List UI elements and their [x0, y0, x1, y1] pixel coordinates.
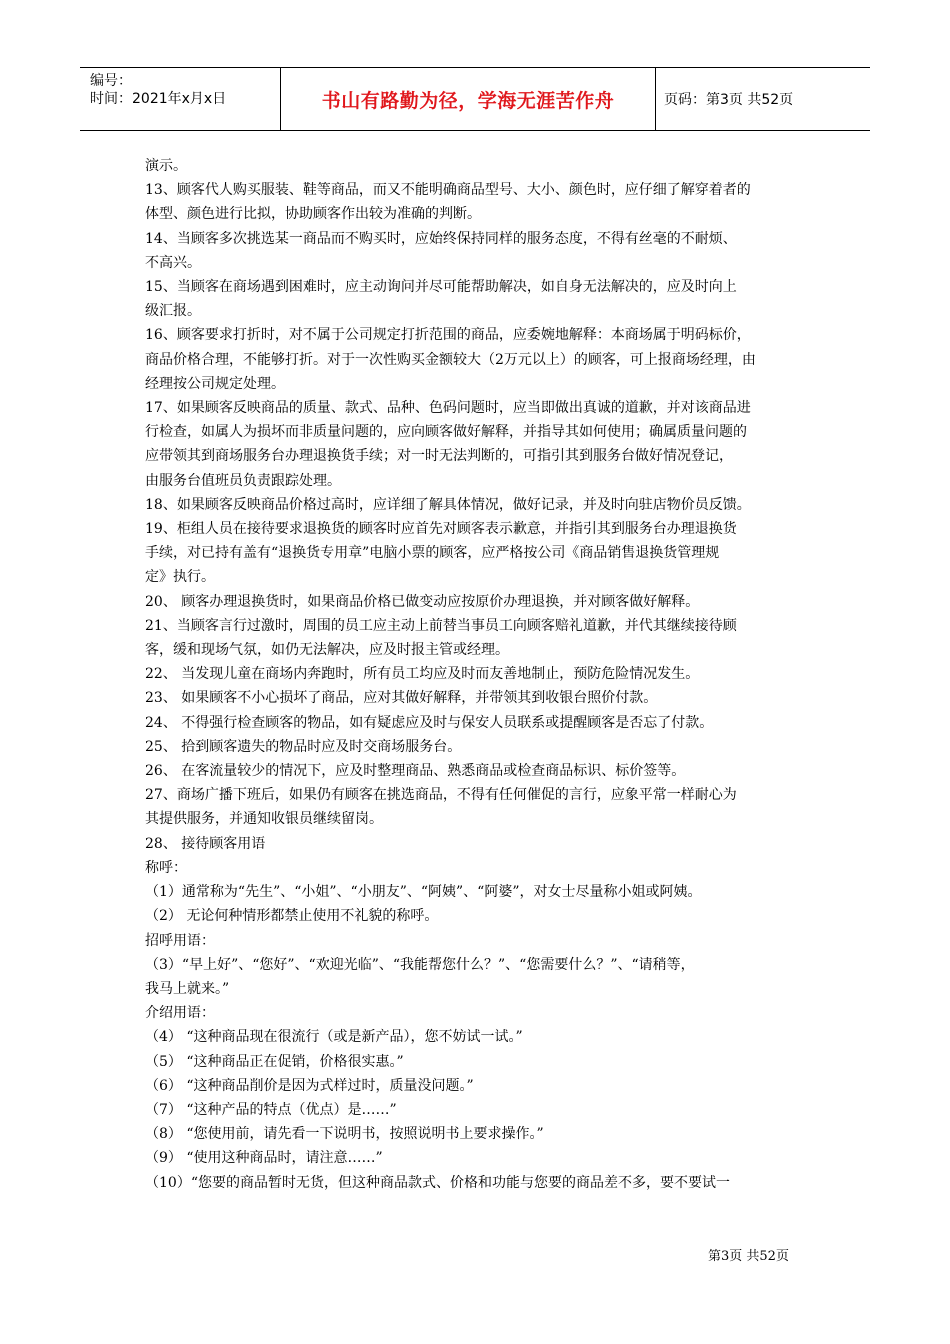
body-line: 手续，对已持有盖有“退换货专用章”电脑小票的顾客，应严格按公司《商品销售退换货管理规 [145, 545, 720, 562]
body-line: （8） “您使用前，请先看一下说明书，按照说明书上要求操作。” [145, 1126, 544, 1143]
body-line: 13、顾客代人购买服装、鞋等商品，而又不能明确商品型号、大小、颜色时，应仔细了解穿着者的 [145, 182, 751, 199]
body-line: 商品价格合理，不能够打折。对于一次性购买金额较大（2万元以上）的顾客，可上报商场经理，由 [145, 351, 756, 368]
body-line: 19、柜组人员在接待要求退换货的顾客时应首先对顾客表示歉意，并指引其到服务台办理退换货 [145, 521, 737, 538]
body-line: 由服务台值班员负责跟踪处理。 [145, 472, 341, 489]
body-line: 22、 当发现儿童在商场内奔跑时，所有员工均应及时而友善地制止，预防危险情况发生。 [145, 666, 700, 683]
body-line: 级汇报。 [145, 303, 201, 320]
header-motto-cell [280, 68, 656, 130]
body-line: （1）通常称为“先生”、“小姐”、“小朋友”、“阿姨”、“阿婆”，对女士尽量称小姐或阿姨。 [145, 884, 702, 901]
body-line: 20、 顾客办理退换货时，如果商品价格已做变动应按原价办理退换，并对顾客做好解释。 [145, 593, 700, 610]
body-line: 24、 不得强行检查顾客的物品，如有疑虑应及时与保安人员联系或提醒顾客是否忘了付款。 [145, 714, 714, 731]
body-line: （3）“早上好”、“您好”、“欢迎光临”、“我能帮您什么？”、“您需要什么？”、“请稍等， [145, 956, 695, 973]
body-line: 演示。 [145, 158, 187, 174]
doc-number-label: 编号： [90, 73, 132, 89]
body-line: （5） “这种商品正在促销，价格很实惠。” [145, 1053, 404, 1070]
body-line: 经理按公司规定处理。 [145, 375, 285, 392]
body-line: 行检查，如属人为损坏而非质量问题的，应向顾客做好解释，并指导其如何使用；确属质量问题的 [145, 424, 747, 441]
body-line: 28、 接待顾客用语 [145, 835, 266, 852]
body-line: （4） “这种商品现在很流行（或是新产品），您不妨试一试。” [145, 1029, 523, 1046]
body-line: （10）“您要的商品暂时无货，但这种商品款式、价格和功能与您要的商品差不多，要不要试一 [145, 1174, 730, 1191]
header-page-cell [655, 68, 870, 130]
body-line: 23、 如果顾客不小心损坏了商品，应对其做好解释，并带领其到收银台照价付款。 [145, 690, 658, 707]
body-line: 18、如果顾客反映商品价格过高时，应详细了解具体情况，做好记录，并及时向驻店物价员反馈。 [145, 496, 751, 513]
body-line: 16、顾客要求打折时，对不属于公司规定打折范围的商品，应委婉地解释：本商场属于明码标价， [145, 327, 751, 344]
document-body [145, 154, 815, 1195]
body-line: （6） “这种商品削价是因为式样过时，质量没问题。” [145, 1077, 474, 1094]
body-line: 21、当顾客言行过激时，周围的员工应主动上前替当事员工向顾客赔礼道歉，并代其继续接待顾 [145, 617, 737, 634]
page-header [80, 67, 870, 131]
body-line: 体型、颜色进行比拟，协助顾客作出较为准确的判断。 [145, 206, 481, 223]
body-line: 介绍用语： [145, 1005, 215, 1022]
body-line: 其提供服务，并通知收银员继续留岗。 [145, 811, 383, 828]
body-line: 27、商场广播下班后，如果仍有顾客在挑选商品，不得有任何催促的言行，应象平常一样耐心为 [145, 787, 737, 804]
motto-text: 书山有路勤为径，学海无涯苦作舟 [321, 90, 615, 112]
body-line: 14、当顾客多次挑选某一商品而不购买时，应始终保持同样的服务态度，不得有丝毫的不耐烦、 [145, 230, 737, 247]
body-line: 应带领其到商场服务台办理退换货手续；对一时无法判断的，可指引其到服务台做好情况登记， [145, 448, 733, 465]
body-line: 我马上就来。” [145, 980, 230, 997]
body-line: 15、当顾客在商场遇到困难时，应主动询问并尽可能帮助解决，如自身无法解决的，应及时向上 [145, 279, 737, 296]
body-line: 招呼用语： [145, 932, 215, 949]
body-line: （2） 无论何种情形都禁止使用不礼貌的称呼。 [145, 908, 439, 925]
header-page-number: 页码：第3页 共52页 [664, 92, 794, 108]
footer-page-number: 第3页 共52页 [708, 1249, 789, 1264]
body-line: （9） “使用这种商品时，请注意……” [145, 1150, 383, 1167]
body-line: 26、 在客流量较少的情况下，应及时整理商品、熟悉商品或检查商品标识、标价签等。 [145, 763, 686, 780]
date-label: 时间：2021年x月x日 [90, 91, 227, 107]
body-line: （7） “这种产品的特点（优点）是……” [145, 1101, 397, 1118]
body-line: 25、 拾到顾客遗失的物品时应及时交商场服务台。 [145, 738, 462, 755]
body-line: 17、如果顾客反映商品的质量、款式、品种、色码问题时，应当即做出真诚的道歉，并对该商品进 [145, 400, 751, 417]
body-line: 不高兴。 [145, 254, 201, 271]
body-line: 定》执行。 [145, 569, 215, 586]
body-line: 称呼： [145, 859, 187, 876]
body-line: 客，缓和现场气氛，如仍无法解决，应及时报主管或经理。 [145, 642, 509, 659]
header-meta-cell [80, 68, 280, 130]
